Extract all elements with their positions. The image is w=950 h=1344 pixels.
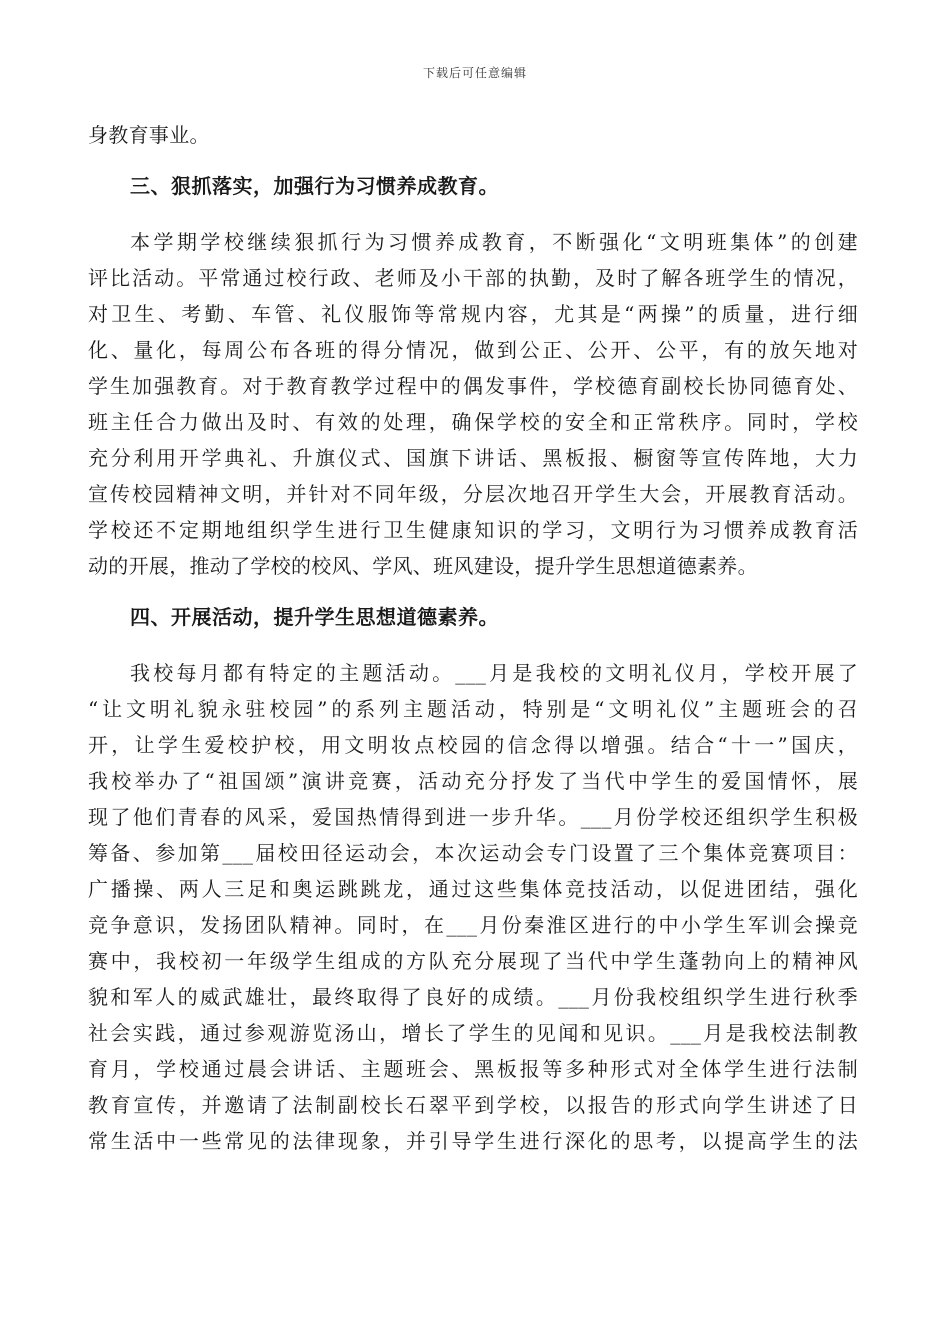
paragraph-line: 育月，学校通过晨会讲话、主题班会、黑板报等多种形式对全体学生进行法制 [88, 1057, 858, 1081]
paragraph-line: 筹备、参加第___届校田径运动会，本次运动会专门设置了三个集体竞赛项目： [88, 841, 858, 865]
paragraph-line: 竞争意识，发扬团队精神。同时，在___月份秦淮区进行的中小学生军训会操竞 [88, 913, 858, 937]
paragraph-line: 我校每月都有特定的主题活动。___月是我校的文明礼仪月，学校开展了 [130, 661, 858, 685]
paragraph-line: 赛中，我校初一年级学生组成的方队充分展现了当代中学生蓬勃向上的精神风 [88, 949, 858, 973]
paragraph-line: 常生活中一些常见的法律现象，并引导学生进行深化的思考，以提高学生的法 [88, 1129, 858, 1153]
paragraph-line: 我校举办了“祖国颂”演讲竞赛，活动充分抒发了当代中学生的爱国情怀，展 [88, 769, 858, 793]
paragraph-line: 对卫生、考勤、车管、礼仪服饰等常规内容，尤其是“两操”的质量，进行细 [88, 302, 858, 326]
paragraph-line: 开，让学生爱校护校，用文明妆点校园的信念得以增强。结合“十一”国庆， [88, 733, 858, 757]
paragraph-line: 化、量化，每周公布各班的得分情况，做到公正、公开、公平，有的放矢地对 [88, 338, 858, 362]
section-heading-4: 四、开展活动，提升学生思想道德素养。 [130, 605, 499, 629]
paragraph-line: 貌和军人的威武雄壮，最终取得了良好的成绩。___月份我校组织学生进行秋季 [88, 985, 858, 1009]
section-heading-3: 三、狠抓落实，加强行为习惯养成教育。 [130, 174, 499, 198]
paragraph-line: 班主任合力做出及时、有效的处理，确保学校的安全和正常秩序。同时，学校 [88, 410, 858, 434]
paragraph-line: 身教育事业。 [88, 123, 210, 147]
paragraph-line: 学校还不定期地组织学生进行卫生健康知识的学习，文明行为习惯养成教育活 [88, 518, 858, 542]
paragraph-line: 社会实践，通过参观游览汤山，增长了学生的见闻和见识。___月是我校法制教 [88, 1021, 858, 1045]
paragraph-line: 广播操、两人三足和奥运跳跳龙，通过这些集体竞技活动，以促进团结，强化 [88, 877, 858, 901]
paragraph-line: 学生加强教育。对于教育教学过程中的偶发事件，学校德育副校长协同德育处、 [88, 374, 858, 398]
paragraph-line: 动的开展，推动了学校的校风、学风、班风建设，提升学生思想道德素养。 [88, 554, 758, 578]
document-body [88, 117, 858, 1159]
paragraph-line: 教育宣传，并邀请了法制副校长石翠平到学校，以报告的形式向学生讲述了日 [88, 1093, 858, 1117]
paragraph-line: 充分利用开学典礼、升旗仪式、国旗下讲话、黑板报、橱窗等宣传阵地，大力 [88, 446, 858, 470]
paragraph-line: 现了他们青春的风采，爱国热情得到进一步升华。___月份学校还组织学生积极 [88, 805, 858, 829]
page-header-note: 下载后可任意编辑 [422, 66, 527, 80]
paragraph-line: 评比活动。平常通过校行政、老师及小干部的执勤，及时了解各班学生的情况， [88, 266, 858, 290]
paragraph-line: 宣传校园精神文明，并针对不同年级，分层次地召开学生大会，开展教育活动。 [88, 482, 858, 506]
paragraph-line: “让文明礼貌永驻校园”的系列主题活动，特别是“文明礼仪”主题班会的召 [88, 697, 858, 721]
paragraph-line: 本学期学校继续狠抓行为习惯养成教育，不断强化“文明班集体”的创建 [130, 230, 858, 254]
